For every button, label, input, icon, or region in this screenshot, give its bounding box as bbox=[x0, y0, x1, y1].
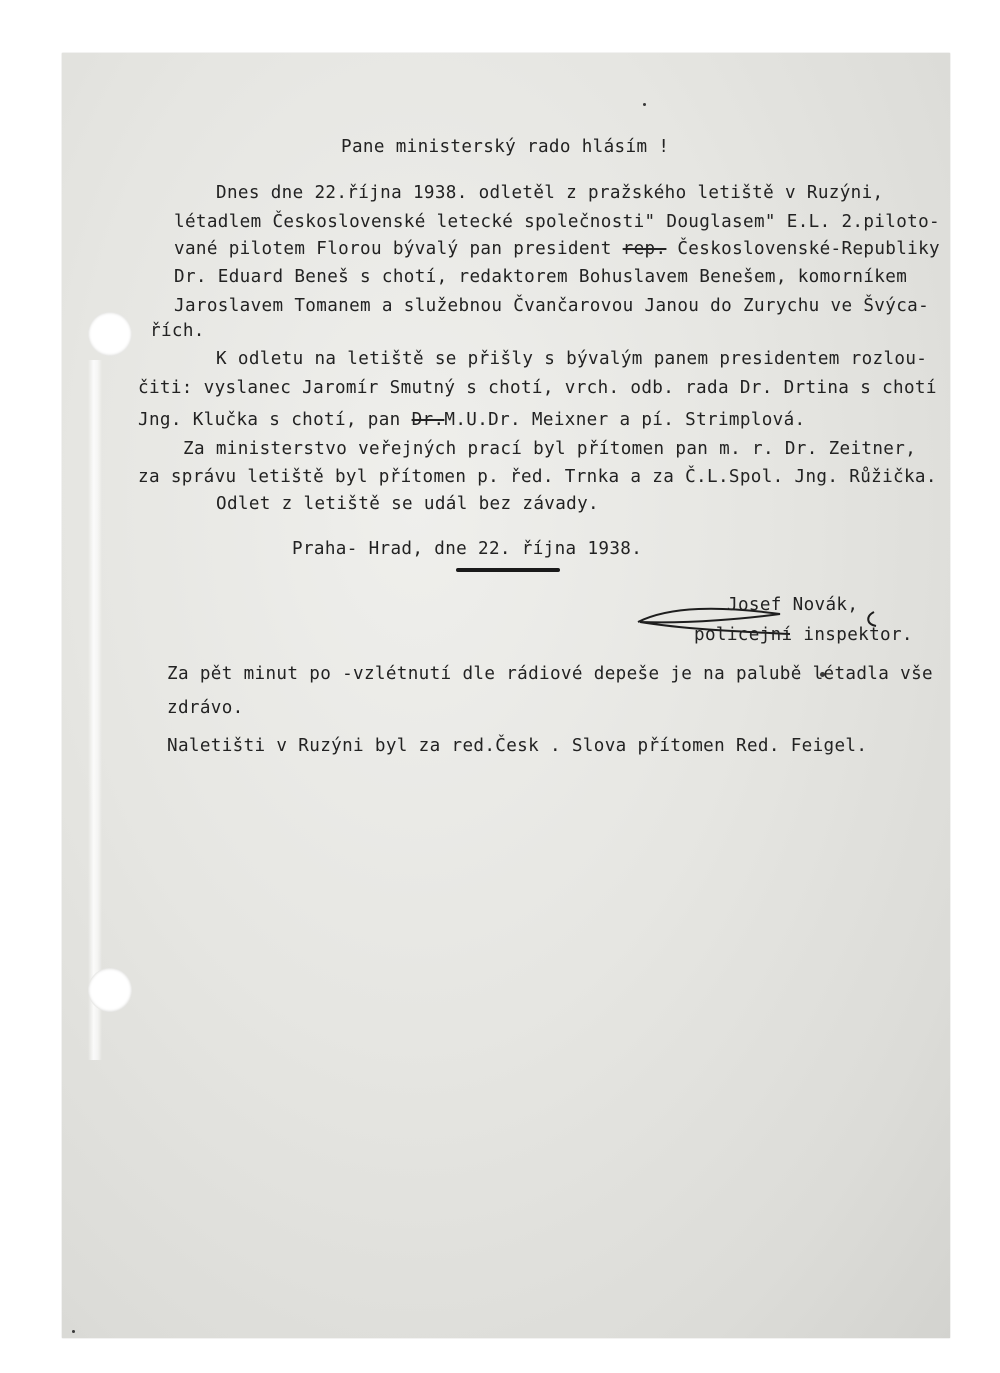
postscript-line-3: Naletišti v Ruzýni byl za red.Česk . Slova přítomen Red. Feigel. bbox=[167, 736, 868, 756]
paragraph-1-line-5: Jaroslavem Tomanem a služebnou Čvančarovou Janou do Zurychu ve Švýca- bbox=[174, 296, 930, 316]
postscript-line-2: zdrávo. bbox=[167, 698, 244, 718]
paragraph-3-line-1: Za ministerstvo veřejných prací byl přítomen pan m. r. Dr. Zeitner, bbox=[183, 439, 917, 459]
dust-speck bbox=[643, 103, 646, 106]
paragraph-2-line-3 bbox=[138, 409, 806, 431]
dust-speck bbox=[72, 1330, 75, 1333]
signature-name: Josef Novák, bbox=[727, 595, 859, 615]
signature-title: policejní inspektor. bbox=[694, 625, 913, 645]
paragraph-2-line-3-end: M.U.Dr. Meixner a pí. Strimplová. bbox=[444, 410, 806, 430]
paragraph-1-line-3-end: Československé-Republiky bbox=[666, 239, 940, 259]
postscript-line-1: Za pět minut po -vzlétnutí dle rádiové depeše je na palubě létadla vše bbox=[167, 664, 933, 684]
struck-word: rep. bbox=[622, 239, 667, 259]
paragraph-2-line-2: čiti: vyslanec Jaromír Smutný s chotí, vrch. odb. rada Dr. Drtina s chotí bbox=[138, 378, 937, 398]
paragraph-1-line-1: Dnes dne 22.října 1938. odletěl z pražského letiště v Ruzýni, bbox=[216, 183, 884, 203]
dateline: Praha- Hrad, dne 22. října 1938. bbox=[292, 539, 643, 559]
paragraph-1-line-2: létadlem Československé letecké společnosti" Douglasem" E.L. 2.piloto- bbox=[174, 212, 940, 232]
document-heading: Pane ministerský rado hlásím ! bbox=[341, 137, 670, 157]
punch-hole-bottom bbox=[88, 968, 132, 1012]
struck-word: Dr. bbox=[411, 410, 445, 430]
paragraph-4: Odlet z letiště se udál bez závady. bbox=[216, 494, 599, 514]
paragraph-1-line-4: Dr. Eduard Beneš s chotí, redaktorem Bohuslavem Benešem, komorníkem bbox=[174, 267, 908, 287]
paragraph-1-line-3 bbox=[174, 238, 940, 260]
dateline-underline bbox=[456, 568, 560, 572]
paragraph-1-line-3-start: vané pilotem Florou bývalý pan president bbox=[174, 239, 623, 259]
paragraph-3-line-2: za správu letiště byl přítomen p. řed. Trnka a za Č.L.Spol. Jng. Růžička. bbox=[138, 467, 937, 487]
paper-tear-mark bbox=[88, 360, 102, 1060]
paragraph-2-line-1: K odletu na letiště se přišly s bývalým panem presidentem rozlou- bbox=[216, 349, 928, 369]
paragraph-2-line-3-start: Jng. Klučka s chotí, pan bbox=[138, 410, 412, 430]
paragraph-1-line-6: řích. bbox=[150, 321, 205, 341]
punch-hole-top bbox=[88, 312, 132, 356]
